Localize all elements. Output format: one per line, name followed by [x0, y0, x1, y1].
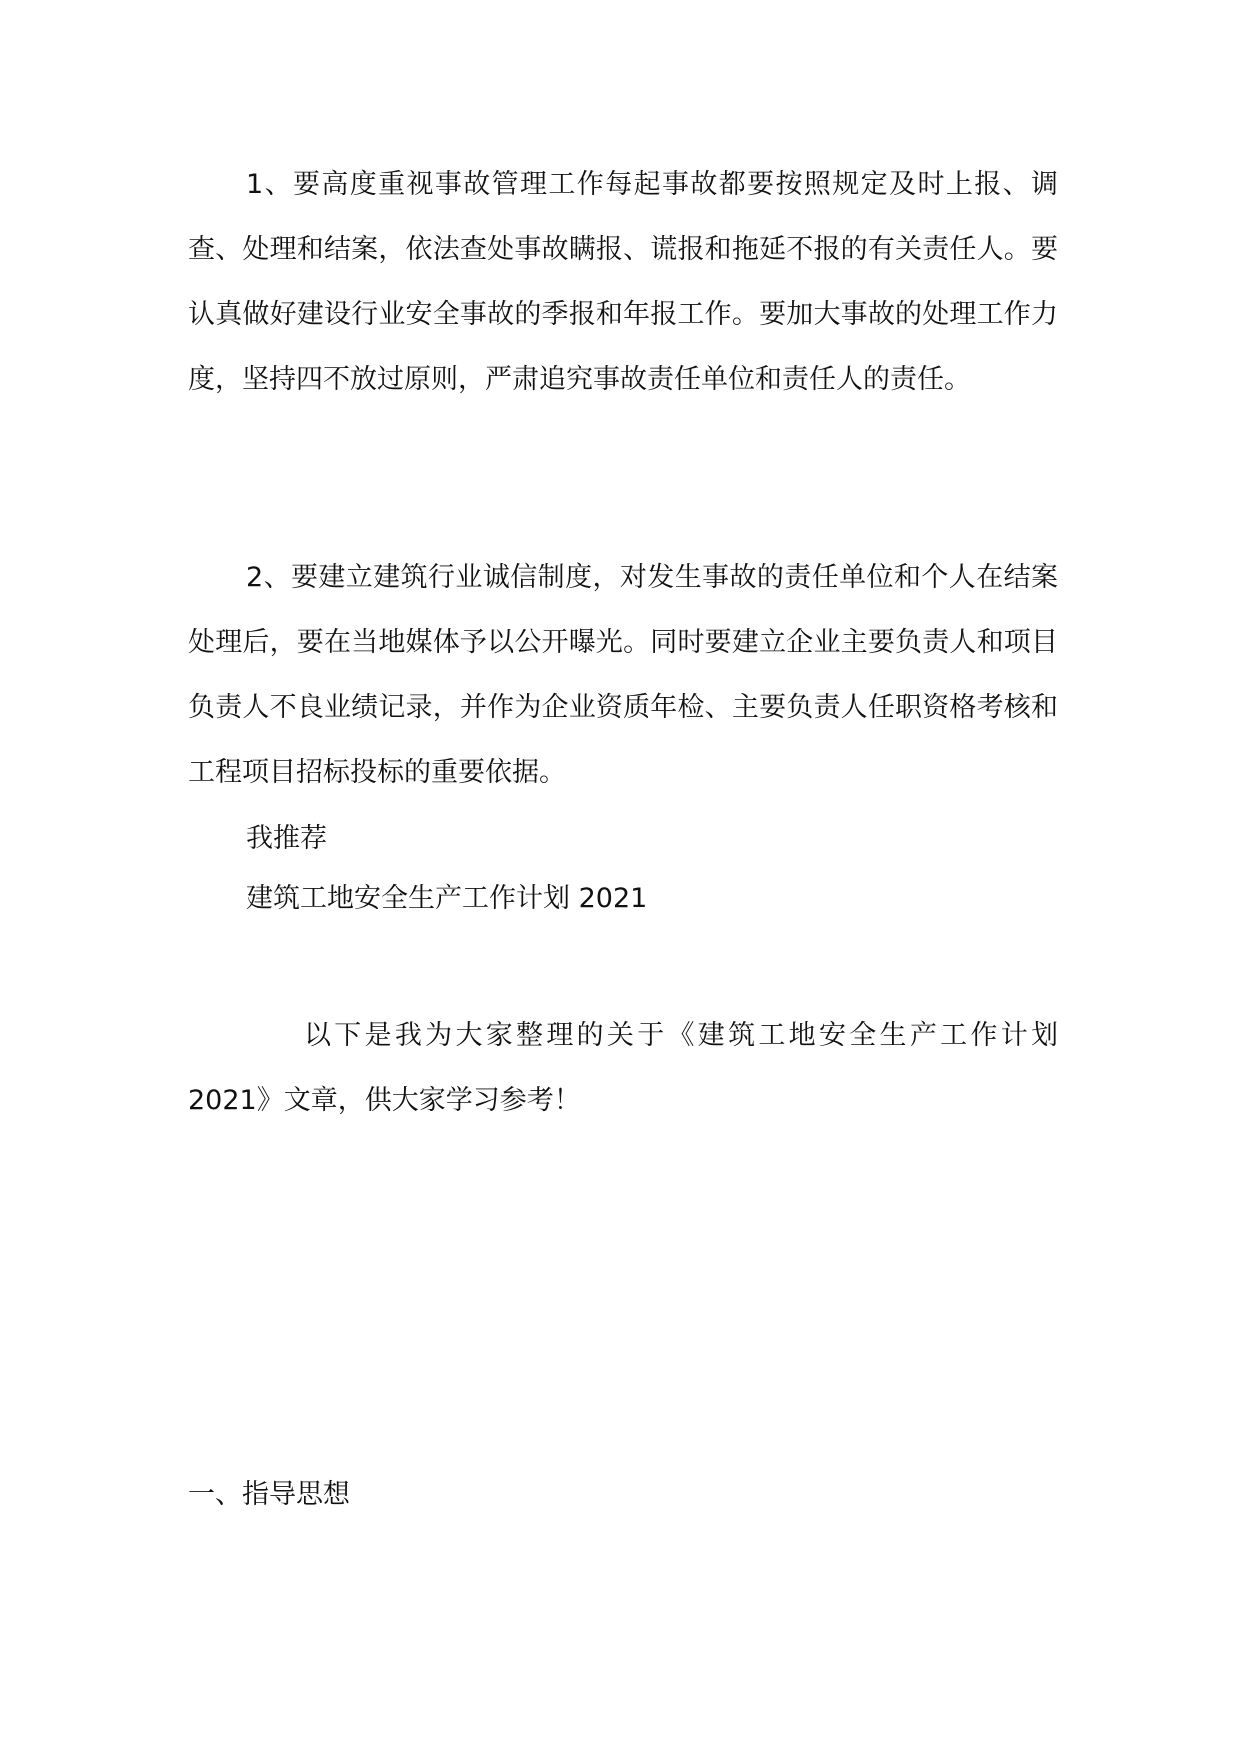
- section-heading-guiding-ideology: 一、指导思想: [188, 1479, 350, 1510]
- recommend-label: 我推荐: [246, 823, 327, 854]
- article-intro: 以下是我为大家整理的关于《建筑工地安全生产工作计划 2021》文章，供大家学习参考！: [188, 1020, 1058, 1116]
- paragraph-accident-management: 1、要高度重视事故管理工作每起事故都要按照规定及时上报、调查、处理和结案，依法查处事故瞒报、谎报和拖延不报的有关责任人。要认真做好建设行业安全事故的季报和年报工作。要加大事故的处理工作力度，坚持四不放过原则，严肃追究事故责任单位和责任人的责任。: [188, 169, 1058, 395]
- recommended-article-title: 建筑工地安全生产工作计划 2021: [246, 883, 648, 914]
- paragraph-integrity-system: 2、要建立建筑行业诚信制度，对发生事故的责任单位和个人在结案处理后，要在当地媒体予以公开曝光。同时要建立企业主要负责人和项目负责人不良业绩记录，并作为企业资质年检、主要负责人任职资格考核和工程项目招标投标的重要依据。: [188, 562, 1058, 788]
